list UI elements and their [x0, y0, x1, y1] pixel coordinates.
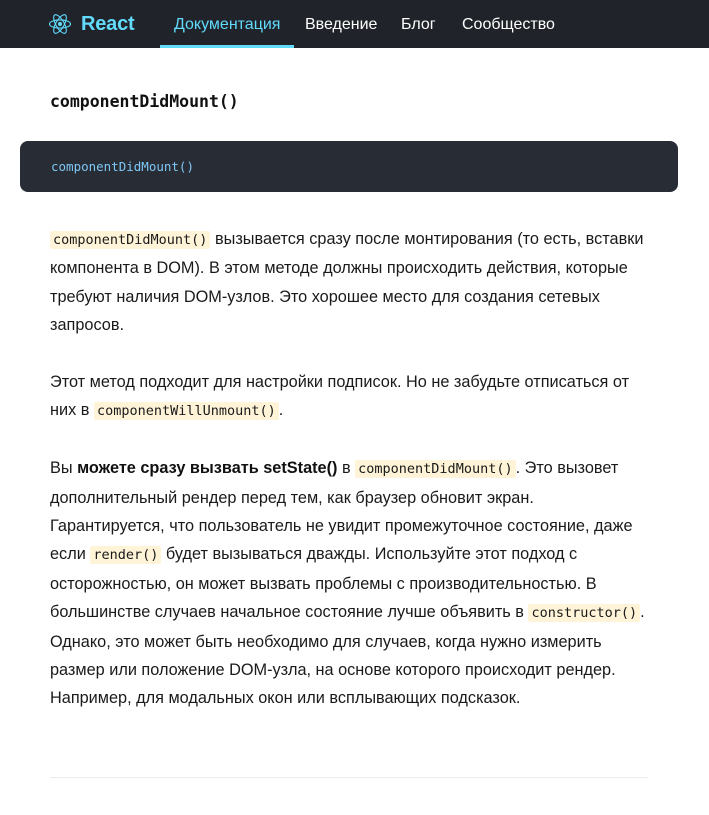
inline-code: render() [90, 546, 161, 564]
inline-code: componentDidMount() [355, 460, 515, 478]
paragraph-text: Этот метод подходит для настройки подписок. Но не забудьте отписаться от них в [50, 373, 630, 420]
inline-code: constructor() [528, 604, 640, 622]
article-content [50, 225, 650, 741]
nav-link-blog[interactable]: Блог [401, 16, 436, 33]
paragraph-text: Вы [50, 459, 78, 478]
paragraph-1 [50, 225, 650, 340]
section-title: componentDidMount() [50, 92, 239, 111]
brand-logo-link[interactable] [48, 0, 134, 48]
code-block [20, 141, 678, 192]
nav-link-tutorial[interactable]: Введение [305, 16, 378, 33]
top-navbar [0, 0, 709, 48]
paragraph-text: в [337, 459, 356, 478]
bold-text: можете сразу вызвать setState() [77, 459, 338, 478]
brand-name: React [81, 12, 135, 35]
paragraph-text: вызывается сразу после монтирования (то есть, вставки компонента в DOM). В этом методе должны происходить действия, которые требуют наличия DOM-узлов. Это хорошее место для создания сетевых запросов. [50, 230, 644, 335]
paragraph-text: будет вызываться дважды. Используйте этот подход с осторожностью, он может вызвать проблемы с производительностью. В большинстве случаев начальное состояние лучше объявить в [50, 545, 597, 622]
section-divider [50, 777, 648, 778]
inline-code: componentDidMount() [50, 231, 210, 249]
paragraph-text: . Это вызовет дополнительный рендер перед тем, как браузер обновит экран. Гарантируется, что пользователь не увидит промежуточное состояние, даже если [50, 459, 633, 564]
nav-link-docs[interactable]: Документация [174, 0, 280, 48]
code-block-text: componentDidMount() [51, 159, 194, 174]
react-atom-icon [48, 12, 72, 36]
nav-link-community[interactable]: Сообщество [462, 16, 555, 33]
paragraph-text: . Однако, это может быть необходимо для случаев, когда нужно измерить размер или положение DOM-узла, на основе которого происходит рендер. Например, для модальных окон или всплывающих подсказок. [50, 603, 645, 708]
paragraph-3 [50, 454, 650, 713]
paragraph-2 [50, 368, 650, 426]
inline-code: componentWillUnmount() [94, 402, 279, 420]
paragraph-text: . [278, 401, 284, 420]
